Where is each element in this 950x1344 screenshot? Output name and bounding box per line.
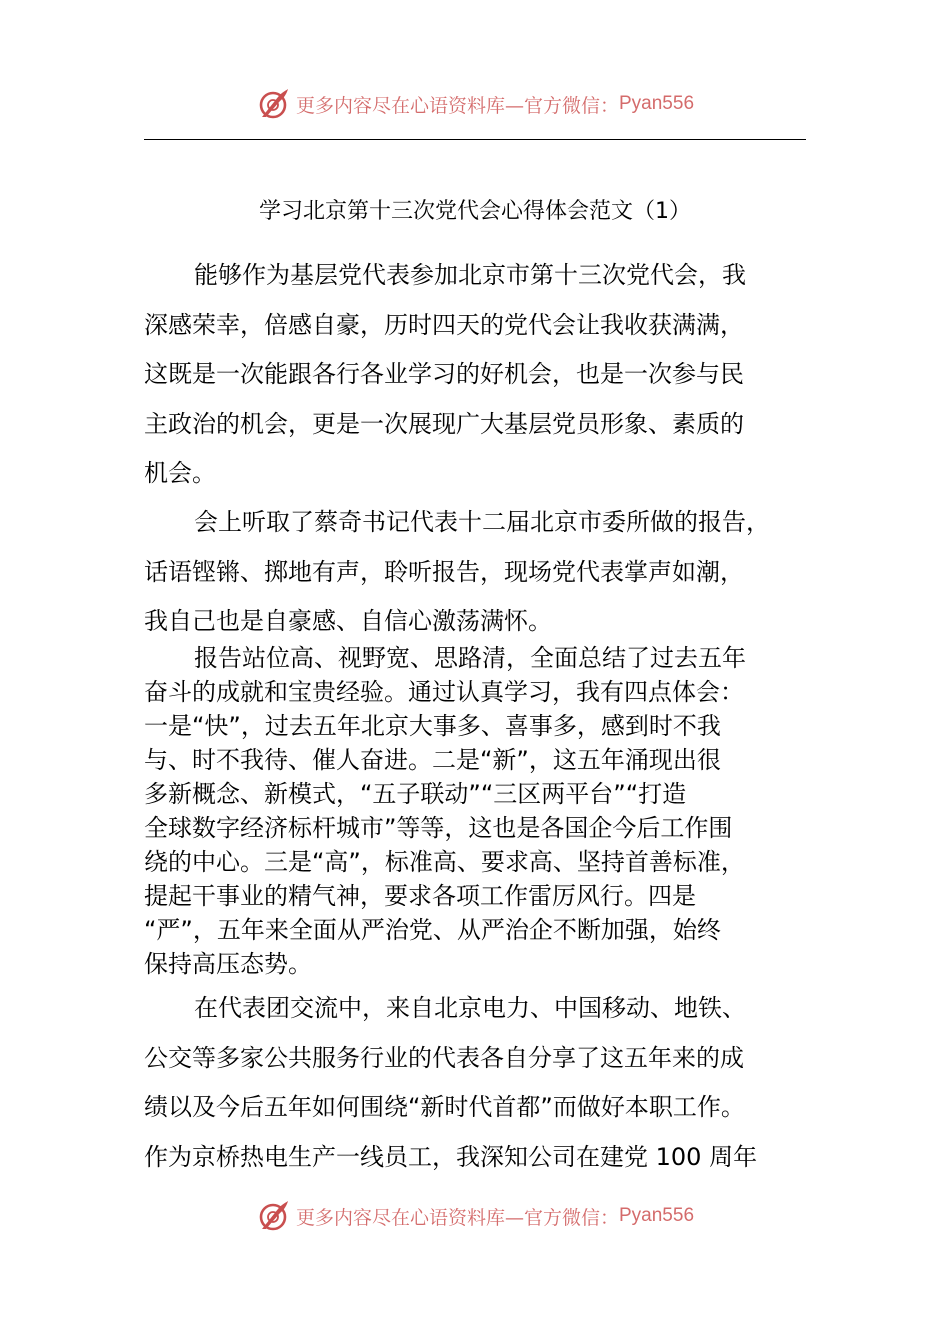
quill-logo-icon [256, 87, 290, 121]
paragraph-2 [144, 498, 806, 647]
paragraph-line: 绩以及今后五年如何围绕“新时代首都”而做好本职工作。 [144, 1093, 745, 1121]
watermark-text: 更多内容尽在心语资料库—官方微信： [295, 1206, 619, 1229]
paragraph-line: 报告站位高、视野宽、思路清，全面总结了过去五年 [194, 644, 746, 672]
paragraph-line: 全球数字经济标杆城市”等等，这也是各国企今后工作围 [144, 814, 733, 842]
header-watermark [0, 84, 950, 124]
watermark-wechat-id: Pyan556 [619, 93, 695, 114]
paragraph-line: 能够作为基层党代表参加北京市第十三次党代会，我 [194, 261, 746, 289]
paragraph-line: 公交等多家公共服务行业的代表各自分享了这五年来的成 [144, 1043, 744, 1072]
quill-logo-icon [256, 1199, 290, 1233]
header-divider [144, 139, 806, 140]
document-title: 学习北京第十三次党代会心得体会范文（1） [259, 199, 691, 224]
paragraph-line: 保持高压态势。 [144, 950, 312, 978]
paragraph-line: 奋斗的成就和宝贵经验。通过认真学习，我有四点体会： [144, 678, 744, 706]
watermark-wechat-id: Pyan556 [619, 1205, 695, 1226]
paragraph-line: 我自己也是自豪感、自信心激荡满怀。 [144, 607, 552, 635]
paragraph-line: “严”，五年来全面从严治党、从严治企不断加强，始终 [144, 916, 721, 944]
paragraph-line: 作为京桥热电生产一线员工，我深知公司在建党 100 周年 [144, 1142, 758, 1171]
paragraph-line: 这既是一次能跟各行各业学习的好机会，也是一次参与民 [144, 360, 744, 388]
paragraph-line: 绕的中心。三是“高”，标准高、要求高、坚持首善标准， [144, 848, 745, 876]
paragraph-line: 机会。 [144, 459, 216, 487]
paragraph-line: 提起干事业的精气神，要求各项工作雷厉风行。四是 [144, 882, 696, 910]
paragraph-line: 话语铿锵、掷地有声，聆听报告，现场党代表掌声如潮， [144, 557, 744, 586]
watermark-text: 更多内容尽在心语资料库—官方微信： [295, 94, 619, 117]
paragraph-line: 主政治的机会，更是一次展现广大基层党员形象、素质的 [144, 409, 744, 438]
paragraph-line: 一是“快”，过去五年北京大事多、喜事多，感到时不我 [144, 712, 721, 740]
paragraph-line: 与、时不我待、催人奋进。二是“新”，这五年涌现出很 [144, 746, 721, 774]
paragraph-line: 深感荣幸，倍感自豪，历时四天的党代会让我收获满满， [144, 310, 744, 339]
footer-watermark [0, 1196, 950, 1236]
paragraph-line: 会上听取了蔡奇书记代表十二届北京市委所做的报告， [194, 508, 770, 536]
paragraph-1 [144, 251, 806, 499]
paragraph-4 [144, 984, 806, 1182]
paragraph-3 [144, 641, 806, 981]
paragraph-line: 多新概念、新模式，“五子联动”“三区两平台”“打造 [144, 780, 687, 808]
paragraph-line: 在代表团交流中，来自北京电力、中国移动、地铁、 [194, 994, 746, 1022]
